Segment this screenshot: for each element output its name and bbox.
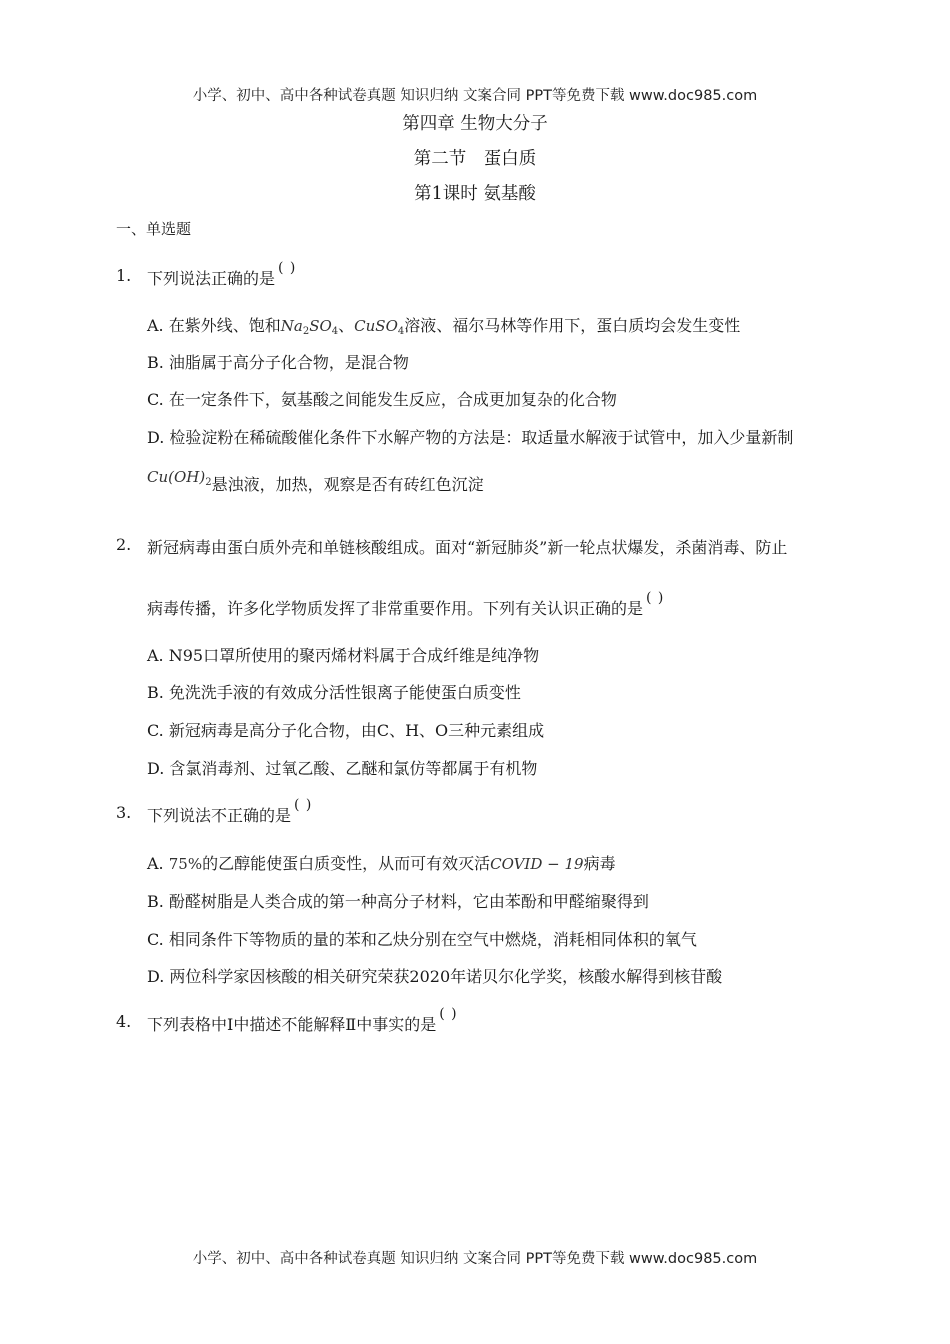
formula-75-percent: 75% bbox=[168, 855, 203, 873]
formula-subscript: 2 bbox=[205, 477, 212, 488]
question-2-option-c[interactable]: C. 新冠病毒是高分子化合物，由C、H、O三种元素组成 bbox=[147, 721, 545, 740]
formula-na2so4 bbox=[281, 317, 338, 335]
formula-subscript: 2 bbox=[302, 326, 310, 337]
question-2-option-b[interactable]: B. 免洗洗手液的有效成分活性银离子能使蛋白质变性 bbox=[147, 683, 521, 702]
question-3-text bbox=[147, 797, 313, 826]
question-3-option-d[interactable]: D. 两位科学家因核酸的相关研究荣获2020年诺贝尔化学奖，核酸水解得到核苷酸 bbox=[147, 967, 723, 986]
question-4-number: 4. bbox=[116, 1012, 132, 1031]
section-label: 一、单选题 bbox=[116, 220, 192, 238]
chapter-title: 第四章 生物大分子 bbox=[402, 114, 548, 134]
option-a-prefix: A. bbox=[147, 854, 169, 873]
answer-paren: ( ) bbox=[278, 260, 297, 276]
question-1-stem: 下列说法正确的是 bbox=[147, 269, 276, 288]
page-header: 小学、初中、高中各种试卷真题 知识归纳 文案合同 PPT等免费下载 www.doc985.com bbox=[192, 88, 758, 104]
question-1-option-d-continued bbox=[147, 468, 484, 496]
answer-paren: ( ) bbox=[439, 1006, 458, 1022]
section-title: 第二节 蛋白质 bbox=[413, 149, 537, 169]
option-a-suffix: 溶液、福尔马林等作用下，蛋白质均会发生变性 bbox=[404, 316, 741, 335]
page-footer: 小学、初中、高中各种试卷真题 知识归纳 文案合同 PPT等免费下载 www.doc985.com bbox=[192, 1251, 758, 1267]
option-a-suffix: 病毒 bbox=[583, 854, 616, 873]
question-3-option-c[interactable]: C. 相同条件下等物质的量的苯和乙炔分别在空气中燃烧，消耗相同体积的氧气 bbox=[147, 930, 697, 949]
formula-subscript: 4 bbox=[331, 326, 339, 337]
formula-part: Cu(OH) bbox=[147, 468, 206, 486]
option-d-suffix: 悬浊液，加热，观察是否有砖红色沉淀 bbox=[211, 475, 484, 494]
answer-paren: ( ) bbox=[646, 590, 665, 606]
question-1-number: 1. bbox=[116, 266, 132, 285]
question-4-stem: 下列表格中Ⅰ中描述不能解释Ⅱ中事实的是 bbox=[147, 1015, 437, 1034]
question-3-stem: 下列说法不正确的是 bbox=[147, 806, 292, 825]
question-3-option-a[interactable] bbox=[147, 851, 616, 874]
formula-covid-19: COVID − 19 bbox=[490, 855, 584, 873]
option-a-middle: 的乙醇能使蛋白质变性，从而可有效灭活 bbox=[202, 854, 491, 873]
question-4-text bbox=[147, 1006, 458, 1035]
question-3-number: 3. bbox=[116, 803, 132, 822]
formula-part: SO bbox=[309, 317, 332, 335]
question-3-option-b[interactable]: B. 酚醛树脂是人类合成的第一种高分子材料，它由苯酚和甲醛缩聚得到 bbox=[147, 892, 649, 911]
formula-part: CuSO bbox=[354, 317, 398, 335]
formula-cuso4 bbox=[354, 317, 404, 335]
formula-subscript: 4 bbox=[397, 326, 405, 337]
question-1-text bbox=[147, 260, 297, 289]
question-2-text-line1: 新冠病毒由蛋白质外壳和单链核酸组成。面对“新冠肺炎”新一轮点状爆发，杀菌消毒、防止 bbox=[147, 538, 788, 557]
answer-paren: ( ) bbox=[294, 797, 313, 813]
question-1-option-a[interactable] bbox=[147, 313, 740, 337]
option-a-prefix: A. 在紫外线、饱和 bbox=[147, 316, 281, 335]
question-2-option-d[interactable]: D. 含氯消毒剂、过氧乙酸、乙醚和氯仿等都属于有机物 bbox=[147, 759, 538, 778]
lesson-title: 第1课时 氨基酸 bbox=[414, 184, 536, 204]
question-1-option-d[interactable]: D. 检验淀粉在稀硫酸催化条件下水解产物的方法是：取适量水解液于试管中，加入少量新制 bbox=[147, 428, 794, 447]
formula-part: Na bbox=[280, 317, 303, 335]
formula-cuoh2 bbox=[147, 468, 212, 486]
question-2-stem: 病毒传播，许多化学物质发挥了非常重要作用。下列有关认识正确的是 bbox=[147, 599, 644, 618]
question-2-number: 2. bbox=[116, 535, 132, 554]
question-1-option-c[interactable]: C. 在一定条件下，氨基酸之间能发生反应，合成更加复杂的化合物 bbox=[147, 390, 617, 409]
question-1-option-b[interactable]: B. 油脂属于高分子化合物，是混合物 bbox=[147, 353, 409, 372]
question-2-text-line2 bbox=[147, 590, 665, 619]
option-a-separator: 、 bbox=[338, 316, 355, 335]
question-2-option-a[interactable]: A. N95口罩所使用的聚丙烯材料属于合成纤维是纯净物 bbox=[147, 646, 540, 665]
